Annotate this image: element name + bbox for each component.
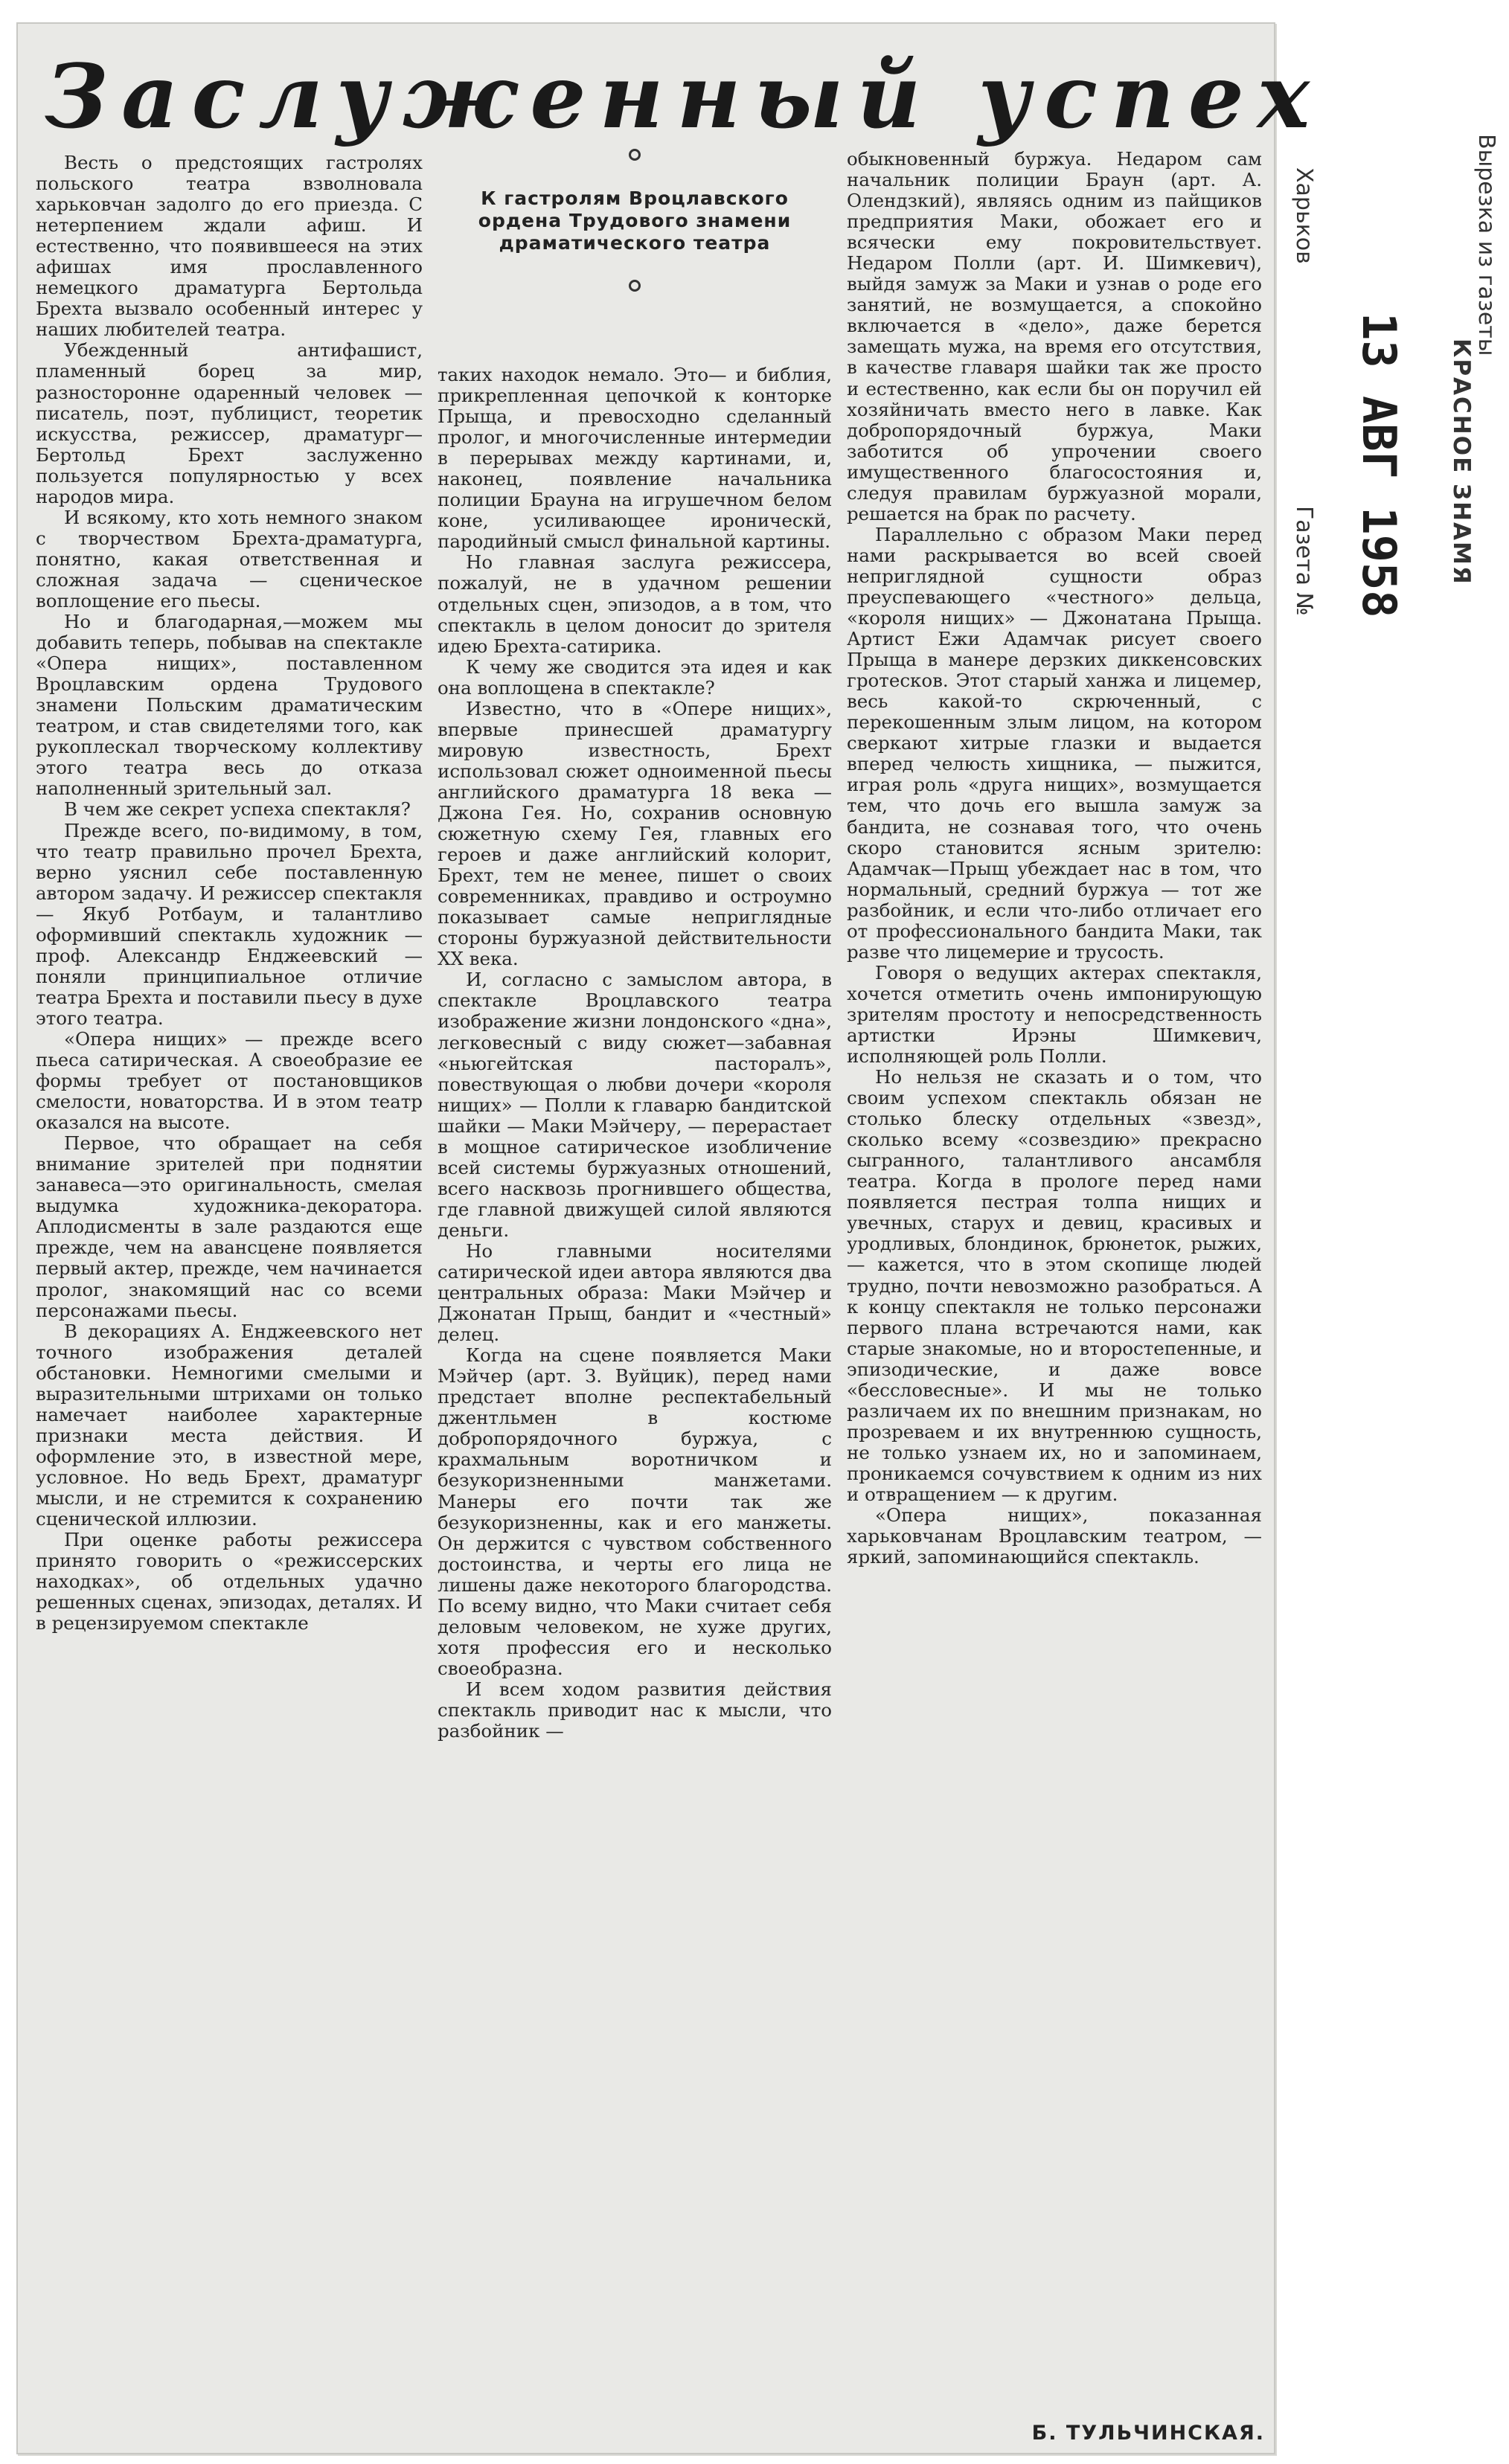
- text-column-2: [438, 365, 832, 2455]
- paragraph: Но главными носителями сатирической идеи автора являются два центральных образа: Маки Мэйчер и Джонатан Прыщ, бандит и «честный» делец.: [438, 1239, 832, 1346]
- paragraph: Но и благодарная,—можем мы добавить теперь, побывав на спектакле «Опера нищих», поставленном Вроцлавским ордена Трудового знамени Польским драматическим театром, и став свидетелями того, как рукоплескал творческому коллективу этого театра весь до отказа наполненный зрительный зал.: [36, 611, 423, 800]
- author-signature: Б. ТУЛЬЧИНСКАЯ.: [1031, 2422, 1265, 2445]
- ornament-circle-top: [629, 149, 641, 161]
- paragraph: И всем ходом развития действия спектакль приводит нас к мысли, что разбойник —: [438, 1678, 832, 1742]
- stamp-label: Вырезка из газеты: [1473, 134, 1499, 356]
- paragraph: Весть о предстоящих гастролях польского театра взволновала харьковчан задолго до его приезда. С нетерпением ждали афиш. И естественно, что появившееся на этих афишах имя прославленного немецкого драматурга Бертольда Брехта вызвало особенный интерес у наших любителей театра.: [36, 152, 423, 341]
- paragraph: Убежденный антифашист, пламенный борец за мир, разносторонне одаренный человек — писатель, поэт, публицист, теоретик искусства, режиссер, драматург—Бертольд Брехт заслуженно пользуется популярностью у всех народов мира.: [36, 339, 423, 507]
- paragraph: В чем же секрет успеха спектакля?: [64, 798, 411, 821]
- paragraph: Прежде всего, по-видимому, в том, что театр правильно прочел Брехта, верно уяснил себе поставленную автором задачу. И режиссер спектакля — Якуб Ротбаум, и талантливо оформивший спектакль художник — проф. Александр Енджеевский — поняли принципиальное отличие театра Брехта и поставили пьесу в духе этого театра.: [36, 819, 423, 1029]
- paragraph: «Опера нищих» — прежде всего пьеса сатирическая. А своеобразие ее формы требует от постановщиков смелости, новаторства. И в этом театр оказался на высоте.: [36, 1027, 423, 1134]
- paragraph: Но нельзя не сказать и о том, что своим успехом спектакль обязан не столько блеску отдельных «звезд», сколько всему «созвездию» прекрасно сыгранного, талантливого ансамбля театра. Когда в прологе перед нами появляется пестрая толпа нищих и увечных, старух и девиц, красивых и уродливых, блондинок, брюнеток, рыжих, — кажется, что в этом скопище людей трудно, почти невозможно разобраться. А к концу спектакля не только персонажи первого плана встречаются нами, как старые знакомые, но и второстепенные, и эпизодические, и даже вовсе «бессловесные». И мы не только различаем их по внешним признакам, но прозреваем и их внутреннюю сущность, не только узнаем их, но и запоминаем, проникаемся сочувствием к одним из них и отвращением — к другим.: [847, 1066, 1262, 1505]
- paragraph: Известно, что в «Опере нищих», впервые принесшей драматургу мировую известность, Брехт использовал сюжет одноименной пьесы английского драматурга 18 века — Джона Гея. Но, сохранив основную сюжетную схему Гея, главных его героев и даже английский колорит, Брехт, тем не менее, пишет о своих современниках, правдиво и остроумно показывает самые неприглядные стороны буржуазной действительности XX века.: [438, 697, 832, 970]
- ornament-circle-bottom: [629, 280, 641, 292]
- stamp-city: Харьков: [1291, 167, 1317, 264]
- paragraph: обыкновенный буржуа. Недаром сам начальник полиции Браун (арт. А. Олендзкий), являясь одним из пайщиков предприятия Маки, обожает его и всячески ему покровительствует. Недаром Полли (арт. И. Шимкевич), выйдя замуж за Маки и узнав о роде его занятий, не возмущается, а спокойно включается в «дело», даже берется замещать мужа, на время его отсутствия, в качестве главаря шайки так же просто и естественно, как если бы он поручил ей хозяйничать вместо него в лавке. Как добропорядочный буржуа, Маки заботится об упрочении своего имущественного благосостояния и, следуя правилам буржуазной морали, решается на брак по расчету.: [847, 148, 1262, 524]
- text-column-1: [36, 153, 423, 2451]
- subtitle-block: [438, 149, 832, 350]
- stamp-newspaper: КРАСНОЕ ЗНАМЯ: [1448, 339, 1475, 585]
- paragraph: Первое, что обращает на себя внимание зрителей при поднятии занавеса—это оригинальность, смелая выдумка художника-декоратора. Аплодисменты в зале раздаются еще прежде, чем на авансцене появляется первый актер, прежде, чем начинается пролог, знакомящий нас со всеми персонажами пьесы.: [36, 1132, 423, 1321]
- paragraph: В декорациях А. Енджеевского нет точного изображения деталей обстановки. Немногими смелыми и выразительными штрихами он только намечает наиболее характерные признаки места действия. И оформление это, в известной мере, условное. Но ведь Брехт, драматург мысли, и не стремится к сохранению сценической иллюзии.: [36, 1320, 423, 1530]
- paragraph: И, согласно с замыслом автора, в спектакле Вроцлавского театра изображение жизни лондонского «дна», легковесный с виду сюжет—забавная «ньюгейтская пасторалъ», повествующая о любви дочери «короля нищих» — Полли к главарю бандитской шайки — Маки Мэйчеру, — перерастает в мощное сатирическое изобличение всей системы буржуазных отношений, всего насквозь прогнившего общества, где главной движущей силой являются деньги.: [438, 969, 832, 1241]
- article-title: Заслуженный успех: [45, 45, 1324, 148]
- text-column-3: [847, 149, 1262, 2388]
- paragraph: И всякому, кто хоть немного знаком с творчеством Брехта-драматурга, понятно, какая ответственная и сложная задача — сценическое воплощение его пьесы.: [36, 506, 423, 612]
- paragraph: К чему же сводится эта идея и как она воплощена в спектакле?: [438, 655, 832, 699]
- stamp-gazeta: Газета №: [1291, 506, 1317, 616]
- paragraph: Говоря о ведущих актерах спектакля, хочется отметить очень импонирующую зрителям простоту и непосредственность артистки Ирэны Шимкевич, исполняющей роль Полли.: [847, 961, 1262, 1068]
- paragraph: При оценке работы режиссера принято говорить о «режиссерских находках», об отдельных удачно решенных сценах, эпизодах, деталях. И в рецензируемом спектакле: [36, 1529, 423, 1634]
- paragraph: Когда на сцене появляется Маки Мэйчер (арт. З. Вуйцик), перед нами предстает вполне респектабельный джентльмен в костюме добропорядочного буржуа, с крахмальным воротничком и безукоризненными манжетами. Манеры его почти так же безукоризненны, как и его манжеты. Он держится с чувством собственного достоинства, и черты его лица не лишены даже некоторого благородства. По всему видно, что Маки считает себя деловым человеком, не хуже других, хотя профессия его и несколько своеобразна.: [438, 1344, 832, 1679]
- paragraph: «Опера нищих», показанная харьковчанам Вроцлавским театром, — яркий, запоминающийся спектакль.: [847, 1504, 1262, 1568]
- stamp-date: 13 АВГ 1958: [1352, 312, 1406, 618]
- paragraph: Параллельно с образом Маки перед нами раскрывается во всей своей неприглядной сущности образ преуспевающего «честного» дельца, «короля нищих» — Джонатана Прыща. Артист Ежи Адамчак рисует своего Прыща в манере дерзких диккенсовских гротесков. Этот старый ханжа и лицемер, весь какой-то скрюченный, с перекошенным злым лицом, на котором сверкают хитрые глазки и выдается вперед челюсть хищника, — пыжится, играя роль «друга нищих», возмущается тем, что дочь его вышла замуж за бандита, не сознавая того, что очень скоро становится ясным зрителю: Адамчак—Прыщ убеждает нас в том, что нормальный, средний буржуа — тот же разбойник, и если что-либо отличает его от профессионального бандита Маки, так разве что лицемерие и трусость.: [847, 523, 1262, 963]
- paragraph: таких находок немало. Это— и библия, прикрепленная цепочкой к конторке Прыща, и превосходно сделанный пролог, и многочисленные интермедии в перерывах между картинами, и, наконец, появление начальника полиции Брауна на игрушечном белом коне, усиливающее ироническй, пародийный смысл финальной картины.: [438, 364, 832, 553]
- paragraph: Но главная заслуга режиссера, пожалуй, не в удачном решении отдельных сцен, эпизодов, а в том, что спектакль в целом доносит до зрителя идею Брехта-сатирика.: [438, 551, 832, 657]
- article-subtitle: К гастролям Вроцлавского ордена Трудового знамени драматического театра: [478, 187, 792, 254]
